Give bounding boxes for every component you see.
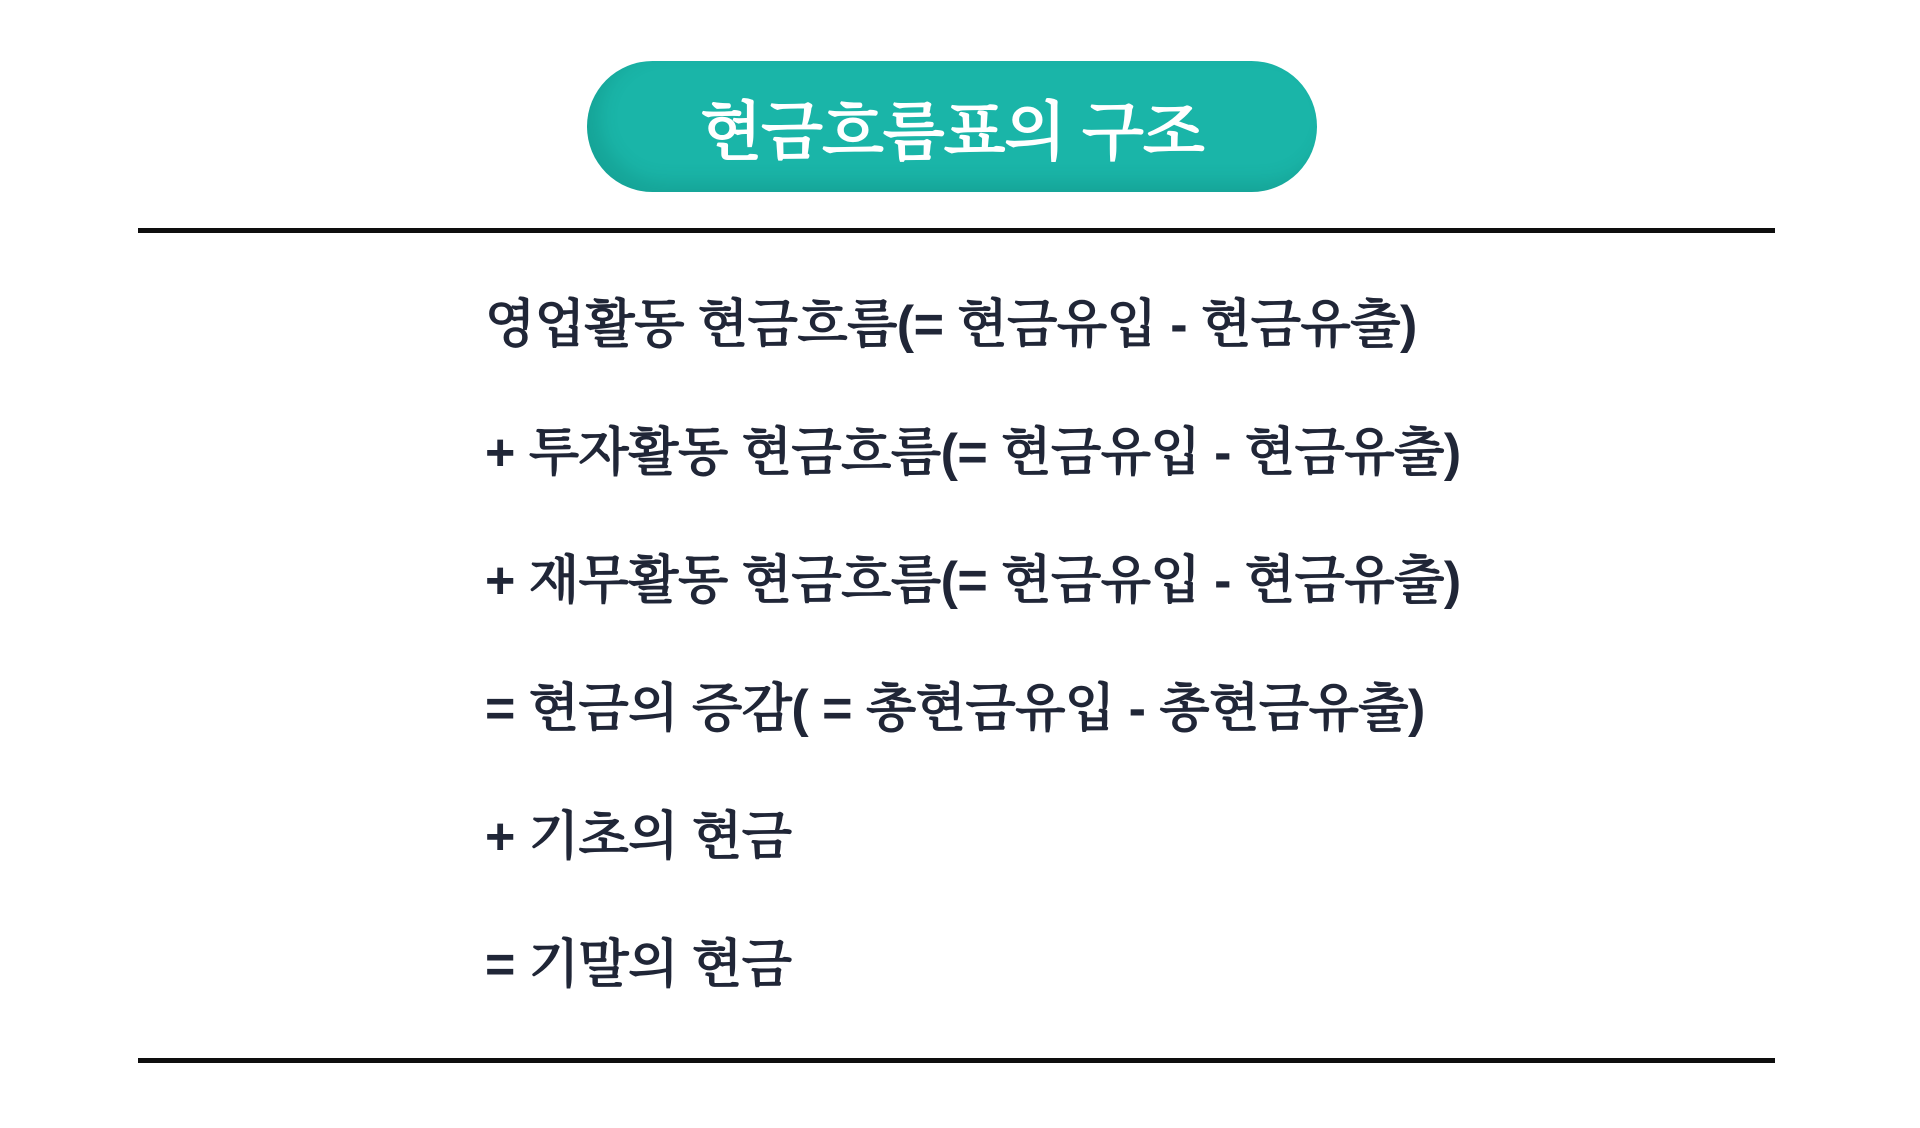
top-divider xyxy=(138,228,1775,233)
statement-line-ending-cash: = 기말의 현금 xyxy=(485,936,792,994)
title-badge xyxy=(587,61,1317,192)
statement-line-financing: + 재무활동 현금흐름(= 현금유입 - 현금유출) xyxy=(485,552,1461,610)
bottom-divider xyxy=(138,1058,1775,1063)
page-title: 현금흐름표의 구조 xyxy=(700,95,1204,168)
cash-flow-statement xyxy=(485,294,1461,1062)
statement-line-beginning-cash: + 기초의 현금 xyxy=(485,808,792,866)
statement-line-net-change: = 현금의 증감( = 총현금유입 - 총현금유출) xyxy=(485,680,1425,738)
statement-line-operating: 영업활동 현금흐름(= 현금유입 - 현금유출) xyxy=(485,296,1417,354)
statement-line-investing: + 투자활동 현금흐름(= 현금유입 - 현금유출) xyxy=(485,424,1461,482)
